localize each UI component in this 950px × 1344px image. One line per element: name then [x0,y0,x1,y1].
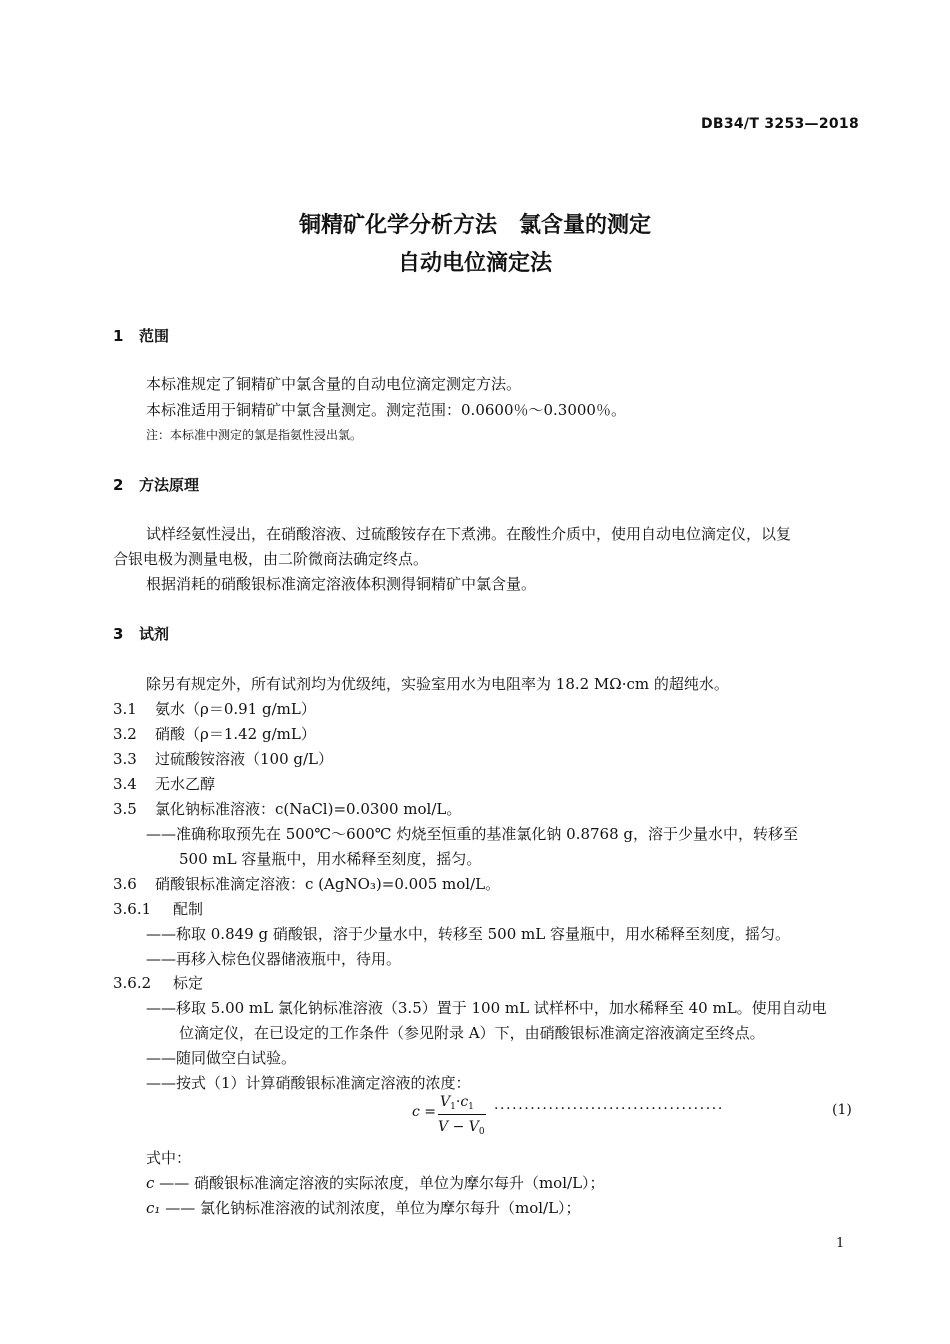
clause-number: 3.6.2 [113,974,152,992]
formula-number: (1) [832,1102,852,1118]
clause-3-6-1-item-1: ——称取 0.849 g 硝酸银，溶于少量水中，转移至 500 mL 容量瓶中，用水稀释至刻度，摇匀。 [146,925,790,943]
where-definition: —— 硝酸银标准滴定溶液的实际浓度，单位为摩尔每升（mol/L）； [159,1174,605,1192]
clause-3-5 [113,798,461,819]
formula-operator: − [448,1119,469,1135]
section-1-paragraph-1: 本标准规定了铜精矿中氯含量的自动电位滴定测定方法。 [146,375,522,393]
formula-symbol: V [440,1094,451,1110]
clause-3-6-2-item-1b: 位滴定仪，在已设定的工作条件（参见附录 A）下，由硝酸银标准滴定溶液滴定至终点。 [179,1024,765,1042]
section-1-paragraph-2: 本标准适用于铜精矿中氯含量测定。测定范围：0.0600％～0.3000％。 [146,401,626,419]
formula-subscript: 0 [478,1127,485,1137]
clause-3-4 [113,773,215,794]
section-2-paragraph-1a: 试样经氨性浸出，在硝酸溶液、过硫酸铵存在下煮沸。在酸性介质中，使用自动电位滴定仪，以复 [146,525,792,543]
where-intro: 式中： [146,1149,192,1167]
section-2-paragraph-2: 根据消耗的硝酸银标准滴定溶液体积测得铜精矿中氯含量。 [146,575,537,593]
clause-number: 3.2 [113,725,137,743]
clause-number: 3.1 [113,700,137,718]
section-1-note: 注：本标准中测定的氯是指氨性浸出氯。 [146,428,363,442]
section-1-heading [113,325,169,346]
clause-3-6-2-item-2: ——随同做空白试验。 [146,1049,297,1067]
section-number: 2 [113,476,124,494]
clause-text: 标定 [173,974,204,992]
formula-subscript: 1 [468,1102,474,1112]
page-number: 1 [836,1236,845,1251]
clause-3-6-2 [113,972,203,993]
clause-text: 配制 [173,900,204,918]
where-symbol: c [146,1174,155,1192]
clause-text: 硝酸银标准滴定溶液：c (AgNO₃)=0.005 mol/L。 [155,875,501,893]
formula-symbol: V [438,1119,449,1135]
formula-operator: · [455,1094,461,1110]
clause-3-5-item-1b: 500 mL 容量瓶中，用水稀释至刻度，摇匀。 [179,850,482,868]
section-3-intro: 除另有规定外，所有试剂均为优级纯，实验室用水为电阻率为 18.2 MΩ·cm 的超纯水。 [146,675,729,693]
formula-lhs: c = [412,1104,437,1120]
where-definition: —— 氯化钠标准溶液的试剂浓度，单位为摩尔每升（mol/L）； [165,1199,581,1217]
document-title-line1: 铜精矿化学分析方法 氯含量的测定 [298,213,651,238]
formula-denominator [438,1119,485,1137]
section-number: 1 [113,327,124,345]
clause-number: 3.4 [113,775,137,793]
section-2-heading [113,474,199,495]
formula-symbol: c [460,1094,469,1110]
formula-numerator [440,1094,474,1112]
clause-number: 3.6.1 [113,900,152,918]
where-symbol: c₁ [146,1199,161,1217]
section-title: 方法原理 [139,476,200,494]
section-2-paragraph-1b: 合银电极为测量电极，由二阶微商法确定终点。 [113,550,429,568]
clause-3-6 [113,873,500,894]
formula-fraction-bar [438,1114,486,1115]
standard-number: DB34/T 3253—2018 [700,116,859,132]
section-title: 试剂 [139,625,170,643]
where-item-2 [146,1197,581,1218]
clause-text: 无水乙醇 [155,775,216,793]
clause-3-1 [113,698,316,719]
section-title: 范围 [139,327,170,345]
clause-text: 过硫酸铵溶液（100 g/L） [155,750,334,768]
clause-3-6-2-item-1a: ——移取 5.00 mL 氯化钠标准溶液（3.5）置于 100 mL 试样杯中，加水稀释至 40 mL。使用自动电 [146,999,827,1017]
document-title-line2: 自动电位滴定法 [397,251,552,276]
clause-3-5-item-1a: ——准确称取预先在 500℃～600℃ 灼烧至恒重的基准氯化钠 0.8768 g，溶于少量水中，转移至 [146,825,798,843]
clause-3-6-1-item-2: ——再移入棕色仪器储液瓶中，待用。 [146,950,402,968]
formula-leader-dots: ······································ [494,1101,724,1117]
where-item-1 [146,1172,605,1193]
clause-number: 3.6 [113,875,137,893]
clause-3-6-1 [113,898,203,919]
clause-3-3 [113,748,333,769]
clause-3-2 [113,723,316,744]
clause-number: 3.3 [113,750,137,768]
section-3-heading [113,623,169,644]
clause-3-6-2-item-3: ——按式（1）计算硝酸银标准滴定溶液的浓度： [146,1074,471,1092]
clause-text: 硝酸（ρ＝1.42 g/mL） [155,725,316,743]
formula-subscript: 1 [450,1102,456,1112]
clause-text: 氯化钠标准溶液：c(NaCl)=0.0300 mol/L。 [155,800,462,818]
clause-number: 3.5 [113,800,137,818]
clause-text: 氨水（ρ＝0.91 g/mL） [155,700,316,718]
section-number: 3 [113,625,124,643]
formula-symbol: V [468,1119,479,1135]
